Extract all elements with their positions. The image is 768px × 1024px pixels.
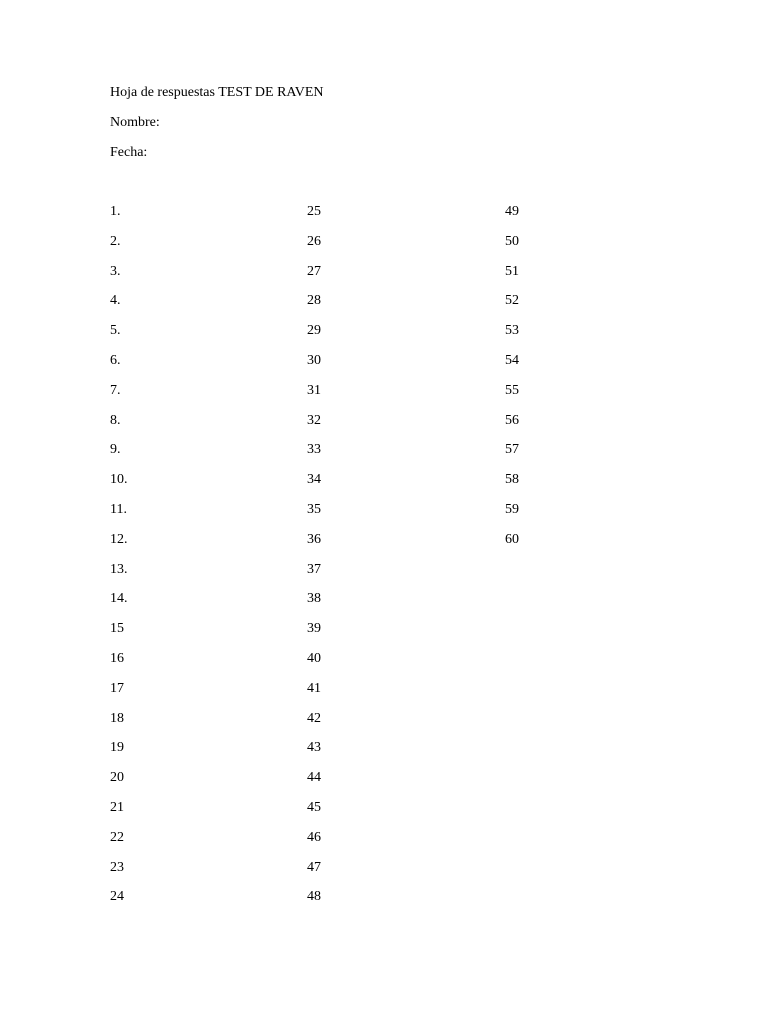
answer-number: 43: [307, 740, 321, 756]
answer-number: 5.: [110, 323, 121, 339]
document-title: Hoja de respuestas TEST DE RAVEN: [110, 85, 324, 100]
answer-number: 28: [307, 293, 321, 309]
answer-number: 8.: [110, 412, 121, 428]
answer-number: 33: [307, 442, 321, 458]
answer-number: 31: [307, 382, 321, 398]
answer-number: 11.: [110, 501, 127, 517]
answer-number: 57: [505, 442, 519, 458]
answer-number: 60: [505, 531, 519, 547]
answer-number: 49: [505, 204, 519, 219]
answer-number: 3.: [110, 263, 121, 279]
answer-number: 23: [110, 859, 124, 875]
answer-number: 4.: [110, 293, 121, 309]
fecha-label: Fecha:: [110, 145, 148, 160]
answer-number: 29: [307, 323, 321, 339]
answer-number: 2.: [110, 233, 121, 249]
answer-number: 41: [307, 680, 321, 696]
answer-number: 15: [110, 621, 124, 637]
answer-number: 51: [505, 263, 519, 279]
answer-number: 47: [307, 859, 321, 875]
answer-number: 14.: [110, 591, 128, 607]
answer-number: 39: [307, 621, 321, 637]
answer-number: 24: [110, 889, 124, 905]
answer-number: 9.: [110, 442, 121, 458]
answer-number: 19: [110, 740, 124, 756]
answer-number: 18: [110, 710, 124, 726]
answer-number: 32: [307, 412, 321, 428]
answer-number: 40: [307, 650, 321, 666]
answer-number: 7.: [110, 382, 121, 398]
answer-number: 16: [110, 650, 124, 666]
answer-number: 6.: [110, 352, 121, 368]
answer-number: 58: [505, 472, 519, 488]
answer-number: 37: [307, 561, 321, 577]
answer-number: 20: [110, 770, 124, 786]
answer-number: 1.: [110, 204, 121, 219]
answer-number: 48: [307, 889, 321, 905]
answer-number: 34: [307, 472, 321, 488]
answer-number: 56: [505, 412, 519, 428]
answer-column-1: [110, 204, 230, 919]
answer-number: 27: [307, 263, 321, 279]
answer-number: 44: [307, 770, 321, 786]
answer-number: 59: [505, 501, 519, 517]
answer-number: 54: [505, 352, 519, 368]
answer-number: 55: [505, 382, 519, 398]
answer-number: 25: [307, 204, 321, 219]
answer-number: 10.: [110, 472, 128, 488]
answer-column-2: [307, 204, 427, 919]
answer-number: 30: [307, 352, 321, 368]
answer-column-3: [505, 204, 625, 562]
answer-number: 26: [307, 233, 321, 249]
answer-number: 52: [505, 293, 519, 309]
answer-number: 22: [110, 829, 124, 845]
answer-number: 35: [307, 501, 321, 517]
answer-number: 38: [307, 591, 321, 607]
answer-number: 12.: [110, 531, 128, 547]
answer-number: 13.: [110, 561, 128, 577]
answer-number: 50: [505, 233, 519, 249]
answer-number: 36: [307, 531, 321, 547]
answer-number: 17: [110, 680, 124, 696]
answer-number: 21: [110, 799, 124, 815]
answer-number: 42: [307, 710, 321, 726]
answer-number: 45: [307, 799, 321, 815]
answer-number: 46: [307, 829, 321, 845]
answer-number: 53: [505, 323, 519, 339]
nombre-label: Nombre:: [110, 115, 160, 130]
